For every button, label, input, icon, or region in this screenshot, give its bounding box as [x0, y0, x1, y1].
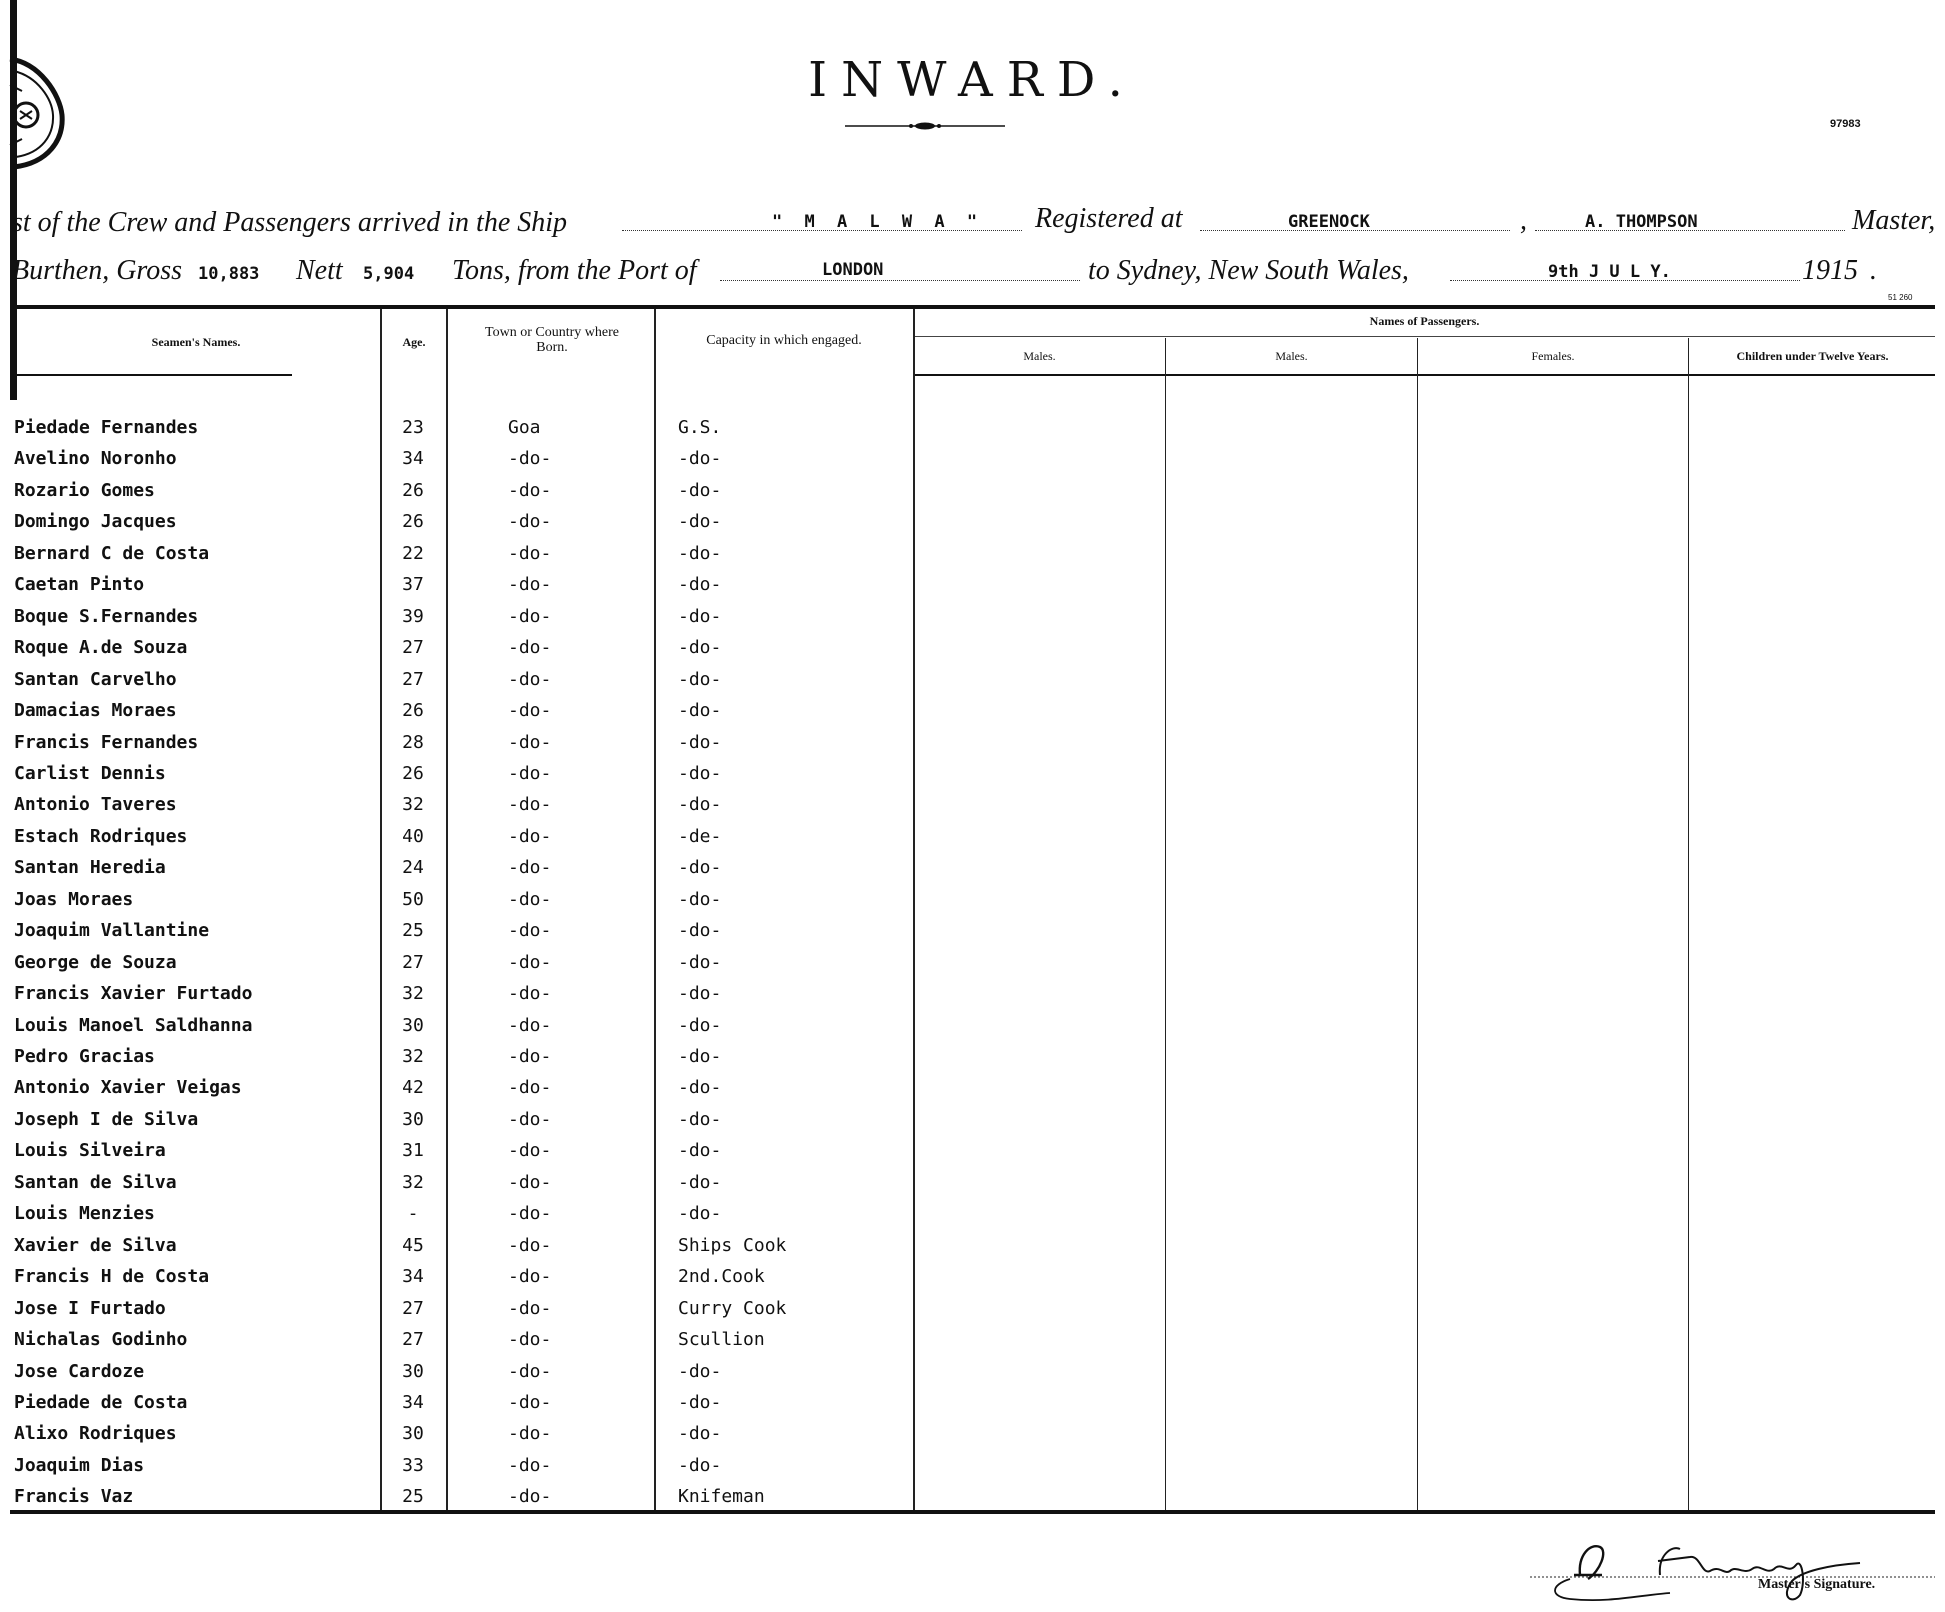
passengers-group-rule — [914, 336, 1935, 337]
crew-town-born: -do- — [508, 700, 552, 721]
col-divider-children — [1688, 338, 1689, 1510]
header-age: Age. — [402, 335, 426, 349]
crew-name: Louis Silveira — [14, 1140, 166, 1161]
crew-town-born: Goa — [508, 417, 541, 438]
crew-age: 23 — [402, 417, 424, 438]
crew-name: Santan Heredia — [14, 857, 166, 878]
crew-age: 27 — [402, 669, 424, 690]
crew-name: Francis Xavier Furtado — [14, 983, 253, 1004]
crew-name: Avelino Noronho — [14, 448, 177, 469]
crew-age: 24 — [402, 857, 424, 878]
header-males-1: Males. — [1023, 349, 1056, 363]
header-males-2: Males. — [1275, 349, 1308, 363]
crew-name: Antonio Taveres — [14, 794, 177, 815]
crew-name: Francis Fernandes — [14, 732, 199, 753]
crew-capacity: Knifeman — [678, 1486, 765, 1507]
crew-age: 32 — [402, 983, 424, 1004]
crew-town-born: -do- — [508, 1172, 552, 1193]
crew-age: 22 — [402, 543, 424, 564]
comma: , — [1520, 205, 1527, 236]
gross-tonnage: 10,883 — [198, 264, 260, 284]
crew-capacity: -do- — [678, 1392, 722, 1413]
from-port-dotted-line — [720, 280, 1080, 281]
header-seamen-names: Seamen's Names. — [151, 335, 241, 349]
crew-name: Joaquim Vallantine — [14, 920, 210, 941]
crew-town-born: -do- — [508, 763, 552, 784]
registered-port: GREENOCK — [1288, 212, 1370, 232]
crew-age: 30 — [402, 1015, 424, 1036]
crew-age: 50 — [402, 889, 424, 910]
crew-name: Damacias Moraes — [14, 700, 177, 721]
crew-town-born: -do- — [508, 920, 552, 941]
crew-name: Joseph I de Silva — [14, 1109, 199, 1130]
crew-town-born: -do- — [508, 857, 552, 878]
crew-name: Roque A.de Souza — [14, 637, 188, 658]
crew-town-born: -do- — [508, 574, 552, 595]
crew-name: Piedade de Costa — [14, 1392, 188, 1413]
crew-capacity: -do- — [678, 889, 722, 910]
crew-age: 40 — [402, 826, 424, 847]
crew-age: 30 — [402, 1109, 424, 1130]
header-children-under-twelve: Children under Twelve Years. — [1736, 349, 1889, 363]
crew-town-born: -do- — [508, 1266, 552, 1287]
crew-age: 42 — [402, 1077, 424, 1098]
crew-age: 30 — [402, 1361, 424, 1382]
crew-capacity: -do- — [678, 1015, 722, 1036]
crew-age: 34 — [402, 1266, 424, 1287]
form-code: 51 260 — [1888, 293, 1913, 302]
crew-town-born: -do- — [508, 1235, 552, 1256]
crew-age: - — [407, 1203, 419, 1224]
crew-town-born: -do- — [508, 1361, 552, 1382]
crew-age: 45 — [402, 1235, 424, 1256]
crew-capacity: -do- — [678, 511, 722, 532]
destination-label: to Sydney, New South Wales, — [1088, 255, 1409, 286]
crew-name: Xavier de Silva — [14, 1235, 177, 1256]
crew-age: 25 — [402, 1486, 424, 1507]
crew-name: Piedade Fernandes — [14, 417, 199, 438]
crew-capacity: -do- — [678, 1109, 722, 1130]
crew-town-born: -do- — [508, 669, 552, 690]
crew-capacity: 2nd.Cook — [678, 1266, 765, 1287]
crew-age: 26 — [402, 480, 424, 501]
crew-name: Jose Cardoze — [14, 1361, 145, 1382]
document-title: INWARD. — [808, 52, 1137, 108]
crew-town-born: -do- — [508, 543, 552, 564]
crew-capacity: -de- — [678, 826, 722, 847]
crew-age: 32 — [402, 1172, 424, 1193]
header-capacity: Capacity in which engaged. — [706, 333, 862, 348]
col-divider-males2 — [1165, 338, 1166, 1510]
crew-capacity: -do- — [678, 732, 722, 753]
crew-capacity: -do- — [678, 1140, 722, 1161]
crew-name: Estach Rodriques — [14, 826, 188, 847]
passengers-header-rule — [914, 374, 1935, 376]
crew-age: 33 — [402, 1455, 424, 1476]
crew-town-born: -do- — [508, 1392, 552, 1413]
crew-age: 26 — [402, 763, 424, 784]
tons-from-port-label: Tons, from the Port of — [452, 255, 697, 286]
crew-capacity: -do- — [678, 1455, 722, 1476]
crew-name: Caetan Pinto — [14, 574, 145, 595]
crew-age: 30 — [402, 1423, 424, 1444]
heading-line1-prefix: st of the Crew and Passengers arrived in the Ship — [12, 207, 568, 238]
crew-town-born: -do- — [508, 1423, 552, 1444]
crew-age: 32 — [402, 1046, 424, 1067]
crew-town-born: -do- — [508, 826, 552, 847]
crew-town-born: -do- — [508, 637, 552, 658]
ship-name: " M A L W A " — [772, 212, 984, 232]
crew-town-born: -do- — [508, 1046, 552, 1067]
crew-town-born: -do- — [508, 1298, 552, 1319]
header-town-born: Town or Country where Born. — [485, 325, 619, 355]
crew-name: Bernard C de Costa — [14, 543, 210, 564]
crew-town-born: -do- — [508, 889, 552, 910]
crew-name: Carlist Dennis — [14, 763, 166, 784]
header-names-of-passengers: Names of Passengers. — [1369, 314, 1480, 328]
crew-town-born: -do- — [508, 1486, 552, 1507]
crew-capacity: Curry Cook — [678, 1298, 787, 1319]
crew-age: 34 — [402, 1392, 424, 1413]
registered-at-label: Registered at — [1035, 203, 1183, 234]
crew-age: 28 — [402, 732, 424, 753]
col-divider-passengers — [913, 309, 915, 1510]
crew-capacity: -do- — [678, 857, 722, 878]
crew-town-born: -do- — [508, 606, 552, 627]
crew-name: Rozario Gomes — [14, 480, 155, 501]
nett-tonnage: 5,904 — [363, 264, 415, 284]
crew-age: 25 — [402, 920, 424, 941]
table-bottom-rule — [10, 1510, 1935, 1514]
crew-name: Antonio Xavier Veigas — [14, 1077, 242, 1098]
crew-name: Francis H de Costa — [14, 1266, 210, 1287]
crew-capacity: -do- — [678, 983, 722, 1004]
crew-age: 26 — [402, 511, 424, 532]
crew-capacity: -do- — [678, 606, 722, 627]
crew-capacity: -do- — [678, 543, 722, 564]
reference-number: 97983 — [1830, 118, 1861, 130]
crew-name: Joaquim Dias — [14, 1455, 145, 1476]
master-label: Master, — [1852, 205, 1936, 236]
crew-capacity: Ships Cook — [678, 1235, 787, 1256]
col-divider-females — [1417, 338, 1418, 1510]
crew-capacity: -do- — [678, 1203, 722, 1224]
crew-capacity: -do- — [678, 574, 722, 595]
crew-town-born: -do- — [508, 448, 552, 469]
crew-town-born: -do- — [508, 511, 552, 532]
crew-age: 27 — [402, 1298, 424, 1319]
master-signature — [1530, 1535, 1945, 1610]
crew-capacity: -do- — [678, 448, 722, 469]
crew-capacity: -do- — [678, 669, 722, 690]
crew-capacity: -do- — [678, 763, 722, 784]
crew-town-born: -do- — [508, 1077, 552, 1098]
crew-capacity: -do- — [678, 1046, 722, 1067]
burthen-label: Burthen, Gross — [12, 255, 183, 286]
crew-name: Boque S.Fernandes — [14, 606, 199, 627]
crew-capacity: -do- — [678, 794, 722, 815]
crew-age: 34 — [402, 448, 424, 469]
crew-name: Joas Moraes — [14, 889, 134, 910]
departure-port: LONDON — [822, 260, 884, 280]
crew-town-born: -do- — [508, 480, 552, 501]
crew-name: Louis Manoel Saldhanna — [14, 1015, 253, 1036]
crew-town-born: -do- — [508, 1109, 552, 1130]
table-top-rule — [12, 305, 1935, 309]
crew-name: Alixo Rodriques — [14, 1423, 177, 1444]
crew-capacity: Scullion — [678, 1329, 765, 1350]
crew-town-born: -do- — [508, 1455, 552, 1476]
crew-name: Francis Vaz — [14, 1486, 134, 1507]
period: . — [1870, 255, 1877, 286]
crew-age: 27 — [402, 1329, 424, 1350]
names-header-rule — [12, 374, 292, 376]
crew-town-born: -do- — [508, 1015, 552, 1036]
crew-capacity: -do- — [678, 700, 722, 721]
crew-capacity: -do- — [678, 637, 722, 658]
crew-name: Jose I Furtado — [14, 1298, 166, 1319]
crew-capacity: -do- — [678, 1361, 722, 1382]
crew-town-born: -do- — [508, 952, 552, 973]
crew-capacity: -do- — [678, 952, 722, 973]
master-signature-label: Master's Signature. — [1758, 1577, 1876, 1592]
crew-town-born: -do- — [508, 1140, 552, 1161]
crew-age: 37 — [402, 574, 424, 595]
crew-name: Santan Carvelho — [14, 669, 177, 690]
crew-name: George de Souza — [14, 952, 177, 973]
crew-age: 27 — [402, 952, 424, 973]
crew-name: Domingo Jacques — [14, 511, 177, 532]
crew-capacity: -do- — [678, 480, 722, 501]
crew-name: Pedro Gracias — [14, 1046, 155, 1067]
crew-age: 26 — [402, 700, 424, 721]
crew-capacity: -do- — [678, 1423, 722, 1444]
arrival-date: 9th J U L Y. — [1548, 262, 1671, 282]
crew-age: 31 — [402, 1140, 424, 1161]
crew-capacity: -do- — [678, 1172, 722, 1193]
crew-town-born: -do- — [508, 794, 552, 815]
nett-label: Nett — [296, 255, 343, 286]
crew-age: 27 — [402, 637, 424, 658]
crew-capacity: -do- — [678, 920, 722, 941]
header-females: Females. — [1531, 349, 1575, 363]
crew-age: 39 — [402, 606, 424, 627]
crew-name: Santan de Silva — [14, 1172, 177, 1193]
crew-town-born: -do- — [508, 1203, 552, 1224]
crew-age: 32 — [402, 794, 424, 815]
title-ornament — [845, 121, 1005, 131]
crew-capacity: G.S. — [678, 417, 722, 438]
crew-town-born: -do- — [508, 983, 552, 1004]
crew-name: Louis Menzies — [14, 1203, 155, 1224]
crew-town-born: -do- — [508, 1329, 552, 1350]
crew-name: Nichalas Godinho — [14, 1329, 188, 1350]
arrival-year: 1915 — [1802, 255, 1858, 286]
crew-capacity: -do- — [678, 1077, 722, 1098]
crew-town-born: -do- — [508, 732, 552, 753]
master-name: A. THOMPSON — [1585, 212, 1698, 232]
